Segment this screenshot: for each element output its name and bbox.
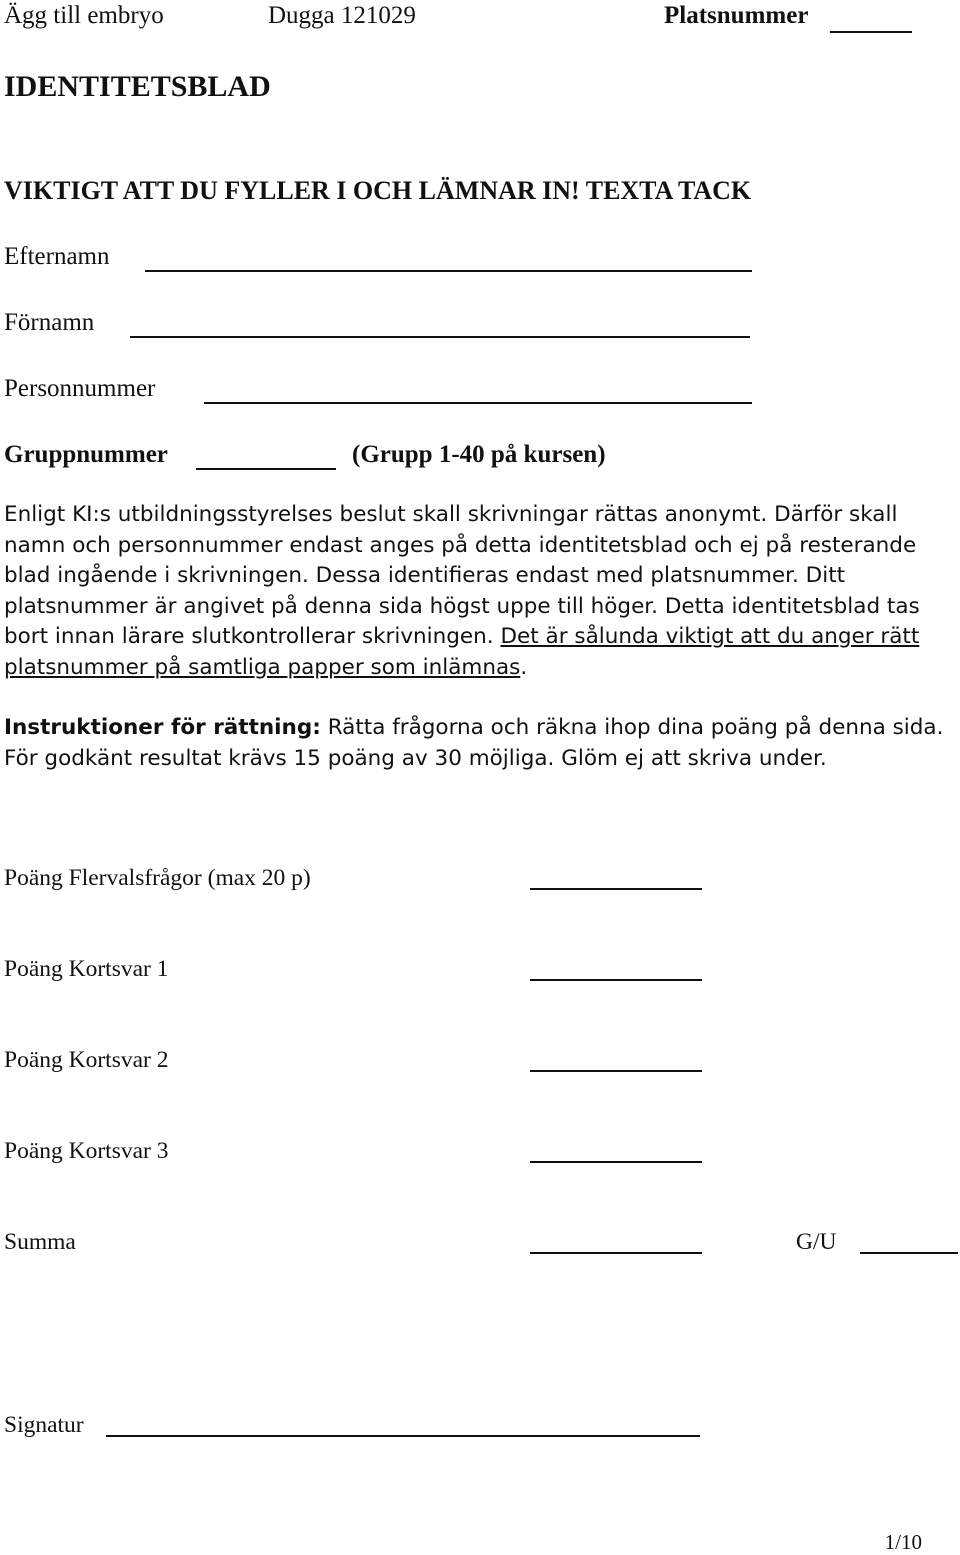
notice-emphasis: Det är sålunda viktigt att du anger rätt platsnummer på samtliga papper som inlämnas xyxy=(4,624,920,680)
score-short-2-label: Poäng Kortsvar 2 xyxy=(4,1047,169,1073)
grade-field[interactable] xyxy=(860,1252,958,1254)
group-hint: (Grupp 1-40 på kursen) xyxy=(352,441,606,468)
sum-label: Summa xyxy=(4,1229,76,1255)
page-title: IDENTITETSBLAD xyxy=(4,70,271,103)
grade-label: G/U xyxy=(796,1229,837,1255)
score-short-3-label: Poäng Kortsvar 3 xyxy=(4,1138,169,1164)
seat-number-field[interactable] xyxy=(830,31,912,33)
seat-number-label: Platsnummer xyxy=(664,2,809,29)
score-short-1-label: Poäng Kortsvar 1 xyxy=(4,956,169,982)
surname-label: Efternamn xyxy=(4,243,110,270)
firstname-label: Förnamn xyxy=(4,309,95,336)
grading-instructions xyxy=(4,713,954,774)
exam-date: Dugga 121029 xyxy=(268,2,416,29)
personal-number-label: Personnummer xyxy=(4,375,156,402)
score-multiple-choice-field[interactable] xyxy=(530,888,702,890)
notice-text: Enligt KI:s utbildningsstyrelses beslut skall skrivningar rättas anonymt. Därför skall namn och personnummer endast anges på detta identitetsblad och ej på resterande blad ingående i skrivningen. Dessa identifieras endast med platsnummer. Ditt platsnummer är angivet på denna sida högst uppe till höger. Detta identitetsblad tas bort innan lärare slutkontrollerar skrivningen. xyxy=(4,502,920,649)
instructions-label: Instruktioner för rättning: xyxy=(4,715,321,740)
signature-field[interactable] xyxy=(106,1435,700,1437)
anonymity-notice xyxy=(4,500,954,683)
score-short-2-field[interactable] xyxy=(530,1070,702,1072)
page-number: 1/10 xyxy=(884,1530,922,1554)
sum-field[interactable] xyxy=(530,1252,702,1254)
score-short-3-field[interactable] xyxy=(530,1161,702,1163)
fill-in-warning: VIKTIGT ATT DU FYLLER I OCH LÄMNAR IN! TEXTA TACK xyxy=(4,176,752,205)
personal-number-field[interactable] xyxy=(204,402,752,404)
score-multiple-choice-label: Poäng Flervalsfrågor (max 20 p) xyxy=(4,865,311,891)
surname-field[interactable] xyxy=(145,270,752,272)
instructions-text: Rätta frågorna och räkna ihop dina poäng på denna sida. För godkänt resultat krävs 15 poäng av 30 möjliga. Glöm ej att skriva under. xyxy=(4,715,944,771)
signature-label: Signatur xyxy=(4,1412,84,1438)
notice-end: . xyxy=(520,654,528,680)
group-number-label: Gruppnummer xyxy=(4,441,168,468)
firstname-field[interactable] xyxy=(130,336,750,338)
score-short-1-field[interactable] xyxy=(530,979,702,981)
course-name: Ägg till embryo xyxy=(4,2,164,29)
group-number-field[interactable] xyxy=(196,468,336,470)
